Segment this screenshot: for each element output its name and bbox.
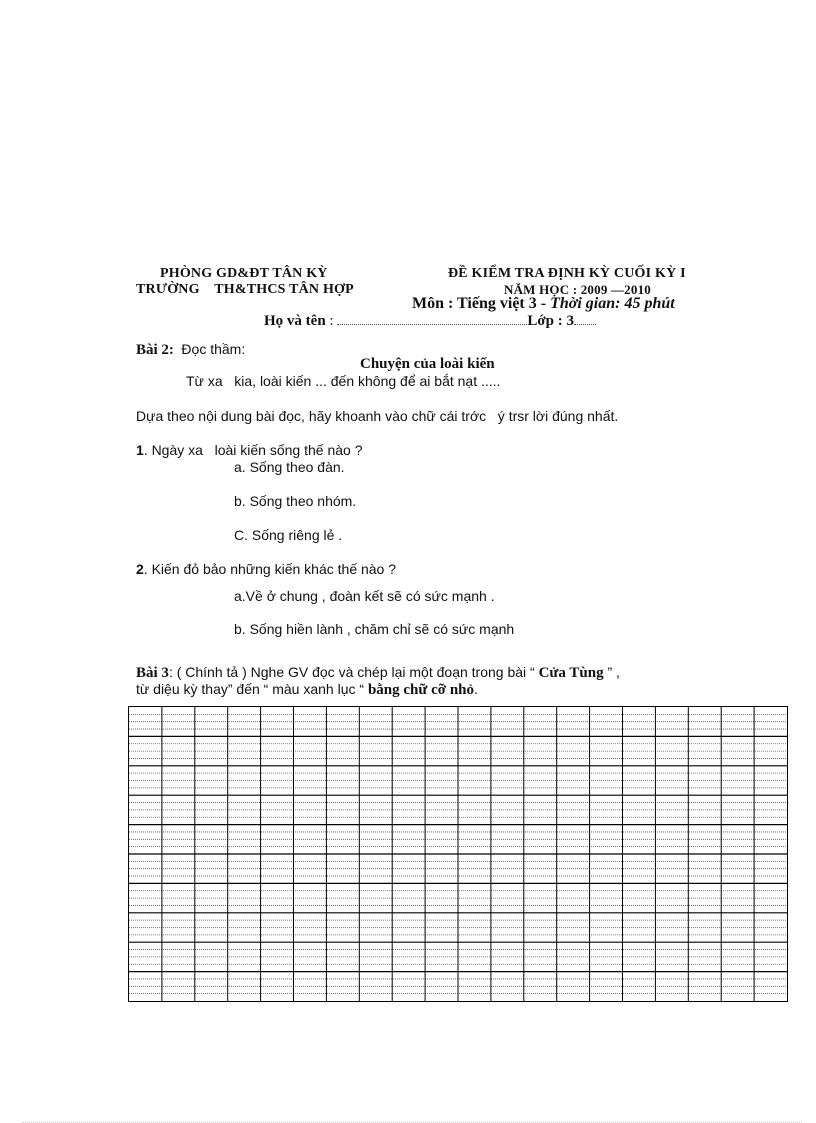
writing-grid-lines (129, 707, 787, 1001)
question-1-option-c[interactable]: C. Sống riêng lẻ . (234, 527, 343, 543)
subject-label: Môn : Tiếng việt 3 - (412, 295, 551, 312)
question-2-option-a[interactable]: a.Về ở chung , đoàn kết sẽ có sức mạnh . (234, 588, 495, 604)
section3-line2 (136, 681, 478, 699)
name-field[interactable] (337, 314, 527, 325)
section2-label: Bài 2: (136, 342, 174, 358)
instruction-text: Dựa theo nội dung bài đọc, hãy khoanh vào chữ cái trớc ý trsr lời đúng nhất. (136, 408, 619, 424)
class-label: Lớp : 3 (527, 313, 574, 329)
story-title: Chuyện của loài kiến (360, 356, 495, 372)
section3-text-1: : ( Chính tả ) Nghe GV đọc và chép lại một đoạn trong bài “ (168, 664, 539, 680)
school-year: NĂM HỌC : 2009 —2010 (504, 282, 651, 297)
section2-title: Đọc thầm: (181, 341, 246, 357)
section3-story-name: Cửa Tùng (538, 665, 604, 681)
question-1-text: . Ngày xa loài kiến sống thế nào ? (143, 442, 363, 458)
question-2-number: 2 (136, 561, 144, 577)
question-1 (136, 442, 363, 458)
question-2-text: . Kiến đỏ bảo những kiến khác thế nào ? (143, 561, 397, 577)
question-1-number: 1 (136, 442, 144, 458)
question-1-option-a[interactable]: a. Sống theo đàn. (234, 459, 345, 475)
subject-line (412, 295, 675, 313)
question-2 (136, 561, 396, 577)
school-name: TRƯỜNG TH&THCS TÂN HỢP (136, 282, 354, 297)
story-excerpt: Từ xa kia, loài kiến ... đến không để ai bắt nạt ..... (186, 373, 501, 389)
department-name: PHÒNG GD&ĐT TÂN KỲ (160, 266, 328, 281)
section3-line1 (136, 664, 620, 682)
section3-text-4: . (474, 681, 478, 697)
question-2-option-b[interactable]: b. Sống hiền lành , chăm chỉ sẽ có sức mạnh (234, 621, 515, 637)
section2-heading (136, 341, 245, 359)
section3-text-2: ” , (603, 664, 620, 680)
section3-text-3: từ diệu kỳ thay” đến “ màu xanh lục “ (136, 681, 368, 697)
writing-grid[interactable] (128, 706, 788, 1002)
time-label: Thời gian: 45 phút (550, 295, 675, 312)
class-field[interactable] (574, 314, 596, 325)
name-label: Họ và tên (264, 313, 326, 329)
section3-font-note: bằng chữ cỡ nhỏ (367, 682, 475, 698)
name-separator: : (325, 313, 338, 329)
exam-title: ĐỀ KIỂM TRA ĐỊNH KỲ CUỐI KỲ I (448, 266, 686, 281)
section3-label: Bài 3 (136, 665, 169, 681)
student-info-line (264, 313, 596, 330)
question-1-option-b[interactable]: b. Sống theo nhóm. (234, 493, 357, 509)
